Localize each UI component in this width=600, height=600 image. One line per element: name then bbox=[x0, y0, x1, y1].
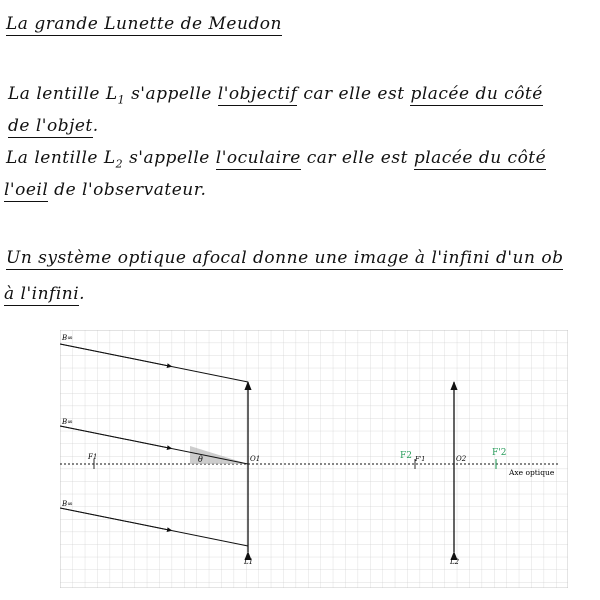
text-line-2 bbox=[8, 116, 99, 136]
text-appelle-2: s'appelle bbox=[123, 148, 216, 168]
text-line-4 bbox=[4, 180, 206, 200]
term-oeil: l'oeil bbox=[4, 180, 49, 200]
label-o1: O1 bbox=[250, 455, 261, 463]
label-l1: L1 bbox=[244, 558, 254, 566]
label-b-bot: B∞ bbox=[62, 500, 73, 508]
definition-afocal: Un système optique afocal donne une image à l'infini d'un ob bbox=[6, 248, 564, 268]
label-b-mid: B∞ bbox=[62, 418, 73, 426]
text-appelle: s'appelle bbox=[125, 84, 218, 104]
definition-line-2 bbox=[4, 284, 85, 304]
term-objectif: l'objectif bbox=[217, 84, 298, 104]
afocal-lens-diagram bbox=[60, 330, 568, 588]
text-line-3 bbox=[6, 148, 546, 170]
term-oculaire: l'oculaire bbox=[215, 148, 301, 168]
term-de-l-objet: de l'objet bbox=[8, 116, 93, 136]
definition-period: . bbox=[79, 284, 86, 304]
term-place-oeil: placée du côté bbox=[413, 148, 547, 168]
grid-background bbox=[60, 330, 568, 588]
page-title: La grande Lunette de Meudon bbox=[6, 14, 282, 34]
text-car: car elle est bbox=[297, 84, 411, 104]
label-f2: F2 bbox=[400, 451, 412, 461]
term-place-objet: placée du côté bbox=[410, 84, 543, 104]
label-f1: F1 bbox=[88, 453, 98, 461]
text-lentille-2: La lentille L bbox=[6, 148, 116, 168]
label-b-top: B∞ bbox=[62, 334, 73, 342]
text-lentille: La lentille L bbox=[8, 84, 118, 104]
label-o2: O2 bbox=[456, 455, 467, 463]
label-theta: θ bbox=[198, 455, 203, 464]
text-period: . bbox=[92, 116, 99, 136]
label-axis: Axe optique bbox=[509, 468, 555, 477]
definition-line-1 bbox=[6, 248, 563, 268]
label-f2-prime: F'2 bbox=[492, 448, 507, 458]
label-f1-prime: F'1 bbox=[415, 455, 426, 463]
text-observateur: de l'observateur. bbox=[48, 180, 207, 200]
text-car-2: car elle est bbox=[300, 148, 414, 168]
lens-subscript: 1 bbox=[117, 93, 126, 107]
definition-infini: à l'infini bbox=[4, 284, 80, 304]
label-l2: L2 bbox=[450, 558, 460, 566]
lens-subscript-2: 2 bbox=[115, 157, 124, 171]
text-line-1 bbox=[8, 84, 543, 106]
